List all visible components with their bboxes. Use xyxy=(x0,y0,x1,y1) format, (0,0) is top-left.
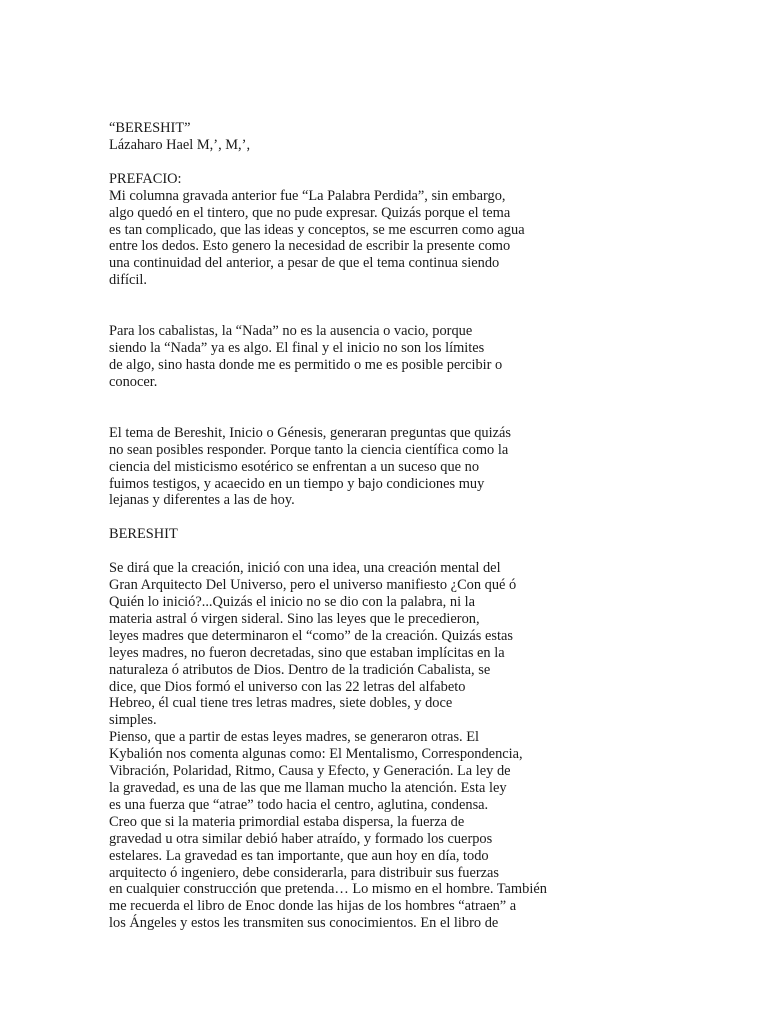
document-header xyxy=(109,120,589,154)
preface-heading: PREFACIO: xyxy=(109,170,182,187)
paragraph-line: Gran Arquitecto Del Universo, pero el universo manifiesto ¿Con qué ó xyxy=(109,577,517,594)
paragraph-line: naturaleza ó atributos de Dios. Dentro de la tradición Cabalista, se xyxy=(109,661,491,678)
paragraph-line: gravedad u otra similar debió haber atraído, y formado los cuerpos xyxy=(109,830,493,847)
paragraph-line: Kybalión nos comenta algunas como: El Mentalismo, Correspondencia, xyxy=(109,746,523,763)
spacer xyxy=(109,154,589,171)
section-bereshit xyxy=(109,526,589,543)
paragraph-line: estelares. La gravedad es tan importante, que aun hoy en día, todo xyxy=(109,847,489,864)
paragraph-line: los Ángeles y estos les transmiten sus conocimientos. En el libro de xyxy=(109,915,499,932)
paragraph-line: en cualquier construcción que pretenda… Lo mismo en el hombre. También xyxy=(109,881,547,898)
paragraph-line: me recuerda el libro de Enoc donde las hijas de los hombres “atraen” a xyxy=(109,898,517,915)
paragraph-line: Hebreo, él cual tiene tres letras madres, siete dobles, y doce xyxy=(109,695,453,712)
paragraph-line: materia astral ó virgen sideral. Sino las leyes que le precedieron, xyxy=(109,610,480,627)
document-author: Lázaharo Hael M,’, M,’, xyxy=(109,136,251,153)
paragraph-line: Para los cabalistas, la “Nada” no es la ausencia o vacio, porque xyxy=(109,323,473,340)
paragraph-line: Se dirá que la creación, inició con una idea, una creación mental del xyxy=(109,560,501,577)
paragraph-genesis xyxy=(109,425,589,510)
paragraph-line: la gravedad, es una de las que me llaman mucho la atención. Esta ley xyxy=(109,780,507,796)
paragraph-line: no sean posibles responder. Porque tanto la ciencia científica como la xyxy=(109,441,509,458)
paragraph-line: leyes madres, no fueron decretadas, sino que estaban implícitas en la xyxy=(109,644,505,661)
paragraph-line: de algo, sino hasta donde me es permitido o me es posible percibir o xyxy=(109,356,503,373)
spacer xyxy=(109,391,589,425)
paragraph-line: fuimos testigos, y acaecido en un tiempo y bajo condiciones muy xyxy=(109,475,485,492)
document-page xyxy=(109,120,589,932)
paragraph-line: leyes madres que determinaron el “como” de la creación. Quizás estas xyxy=(109,627,513,644)
paragraph-line: ciencia del misticismo esotérico se enfrentan a un suceso que no xyxy=(109,458,480,475)
preface-line: Mi columna gravada anterior fue “La Palabra Perdida”, sin embargo, xyxy=(109,187,506,204)
paragraph-creation xyxy=(109,560,589,729)
preface-section xyxy=(109,171,589,289)
paragraph-line: lejanas y diferentes a las de hoy. xyxy=(109,492,295,509)
paragraph-line: Pienso, que a partir de estas leyes madres, se generaron otras. El xyxy=(109,729,480,746)
paragraph-line: Vibración, Polaridad, Ritmo, Causa y Efecto, y Generación. La ley de xyxy=(109,763,511,780)
section-heading: BERESHIT xyxy=(109,526,178,543)
paragraph-line: Quién lo inició?...Quizás el inicio no se dio con la palabra, ni la xyxy=(109,594,476,611)
spacer xyxy=(109,509,589,526)
paragraph-line: conocer. xyxy=(109,373,158,390)
preface-line: entre los dedos. Esto genero la necesidad de escribir la presente como xyxy=(109,238,511,255)
paragraph-line: El tema de Bereshit, Inicio o Génesis, generaran preguntas que quizás xyxy=(109,424,511,441)
paragraph-line: es una fuerza que “atrae” todo hacia el centro, aglutina, condensa. xyxy=(109,796,489,813)
spacer xyxy=(109,289,589,323)
preface-line: difícil. xyxy=(109,272,147,289)
paragraph-nada xyxy=(109,323,589,391)
paragraph-line: dice, que Dios formó el universo con las 22 letras del alfabeto xyxy=(109,678,466,695)
preface-line: algo quedó en el tintero, que no pude expresar. Quizás porque el tema xyxy=(109,204,511,221)
preface-line: una continuidad del anterior, a pesar de que el tema continua siendo xyxy=(109,255,500,272)
paragraph-line: arquitecto ó ingeniero, debe considerarla, para distribuir sus fuerzas xyxy=(109,864,499,881)
paragraph-laws xyxy=(109,729,589,932)
document-title: “BERESHIT” xyxy=(109,120,191,136)
preface-line: es tan complicado, que las ideas y conceptos, se me escurren como agua xyxy=(109,221,525,238)
paragraph-line: Creo que si la materia primordial estaba dispersa, la fuerza de xyxy=(109,813,465,830)
paragraph-line: siendo la “Nada” ya es algo. El final y el inicio no son los límites xyxy=(109,340,485,357)
spacer xyxy=(109,543,589,560)
paragraph-line: simples. xyxy=(109,712,157,729)
